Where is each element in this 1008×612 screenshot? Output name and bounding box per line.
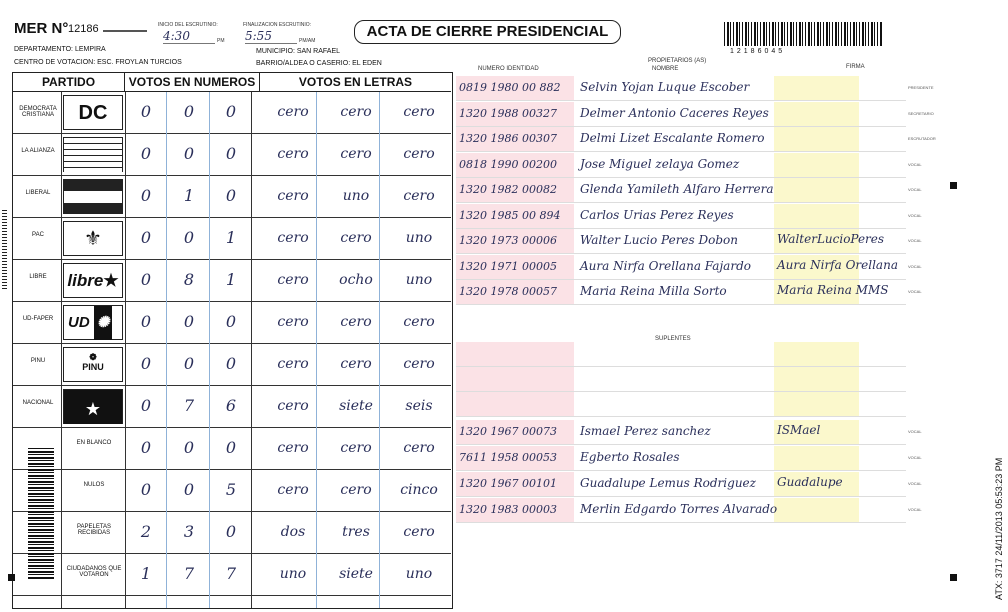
side-marks bbox=[2, 210, 7, 290]
official-name: Egberto Rosales bbox=[580, 450, 680, 464]
cargo-label: SECRETARIO bbox=[908, 110, 934, 116]
signature-box bbox=[774, 498, 859, 522]
centro-row bbox=[14, 59, 182, 66]
signature-box bbox=[774, 204, 859, 228]
vote-word: cero bbox=[277, 104, 309, 120]
vote-digit: 0 bbox=[225, 438, 237, 457]
hdr-suplentes: SUPLENTES bbox=[655, 336, 691, 342]
table-row bbox=[13, 470, 451, 512]
official-row bbox=[456, 204, 922, 229]
party-logo bbox=[63, 221, 123, 256]
cargo-label: VOCAL bbox=[908, 481, 922, 486]
centro-label: CENTRO DE VOTACION: bbox=[14, 59, 96, 66]
logo-part bbox=[64, 138, 122, 172]
id-number: 1320 1967 00073 bbox=[459, 425, 557, 438]
official-name: Aura Nirfa Orellana Fajardo bbox=[580, 258, 751, 273]
vote-word: cero bbox=[277, 356, 309, 372]
vote-word: cero bbox=[340, 314, 372, 330]
signature: ISMael bbox=[777, 423, 821, 437]
vote-word: uno bbox=[279, 566, 307, 582]
vote-digit: 5 bbox=[225, 480, 237, 499]
logo-part: ★ bbox=[64, 390, 122, 424]
official-name: Glenda Yamileth Alfaro Herrera bbox=[580, 182, 774, 196]
vote-digit: 7 bbox=[183, 564, 195, 583]
vote-word: cero bbox=[403, 440, 435, 456]
vote-word: cero bbox=[403, 104, 435, 120]
logo-part bbox=[64, 203, 122, 214]
official-row bbox=[456, 498, 922, 523]
official-name: Walter Lucio Peres Dobon bbox=[580, 233, 738, 247]
side-stamp: ATX: 3717 24/11/2013 05:53:23 PM bbox=[994, 457, 1004, 600]
vote-digit: 0 bbox=[183, 354, 195, 373]
vote-digit: 1 bbox=[140, 564, 152, 583]
table-row bbox=[13, 92, 451, 134]
signature-box bbox=[774, 153, 859, 177]
centro-value: ESC. FROYLAN TURCIOS bbox=[97, 59, 182, 66]
party-name: NACIONAL bbox=[22, 400, 54, 406]
vote-word: cero bbox=[403, 314, 435, 330]
signature: Guadalupe bbox=[777, 475, 843, 489]
id-number: 0819 1980 00 882 bbox=[459, 81, 561, 94]
logo-part: ⚜ bbox=[84, 228, 102, 250]
mer-label: MER N° bbox=[14, 20, 69, 37]
vote-digit: 0 bbox=[225, 102, 237, 121]
vote-digit: 1 bbox=[225, 228, 237, 247]
barcode-number: 12186045 bbox=[730, 48, 786, 55]
vote-word: cero bbox=[277, 272, 309, 288]
official-row bbox=[456, 102, 934, 127]
vote-digit: 0 bbox=[140, 270, 152, 289]
vote-word: cero bbox=[403, 188, 435, 204]
signature-box bbox=[774, 342, 859, 366]
vote-word: uno bbox=[405, 566, 433, 582]
party-name: PAPELETAS RECIBIDAS bbox=[76, 524, 112, 536]
top-barcode bbox=[724, 22, 882, 46]
id-number: 1320 1973 00006 bbox=[459, 234, 557, 247]
vote-word: cero bbox=[277, 188, 309, 204]
vote-word: cero bbox=[403, 356, 435, 372]
vote-digit: 0 bbox=[183, 480, 195, 499]
vote-word: uno bbox=[405, 272, 433, 288]
party-name: PINU bbox=[30, 358, 46, 364]
vote-digit: 0 bbox=[183, 102, 195, 121]
inicio-time: 4:30 bbox=[163, 29, 215, 44]
barrio-row bbox=[256, 60, 382, 67]
cargo-label: VOCAL bbox=[908, 212, 922, 218]
table-row bbox=[13, 302, 451, 344]
signature: WalterLucioPeres bbox=[777, 232, 885, 246]
vote-digit: 0 bbox=[183, 228, 195, 247]
corner-mark bbox=[950, 574, 957, 581]
party-logo bbox=[63, 95, 123, 130]
cargo-label: VOCAL bbox=[908, 455, 922, 460]
table-row bbox=[13, 554, 451, 596]
party-name: PAC bbox=[32, 232, 44, 238]
votes-table bbox=[12, 72, 453, 609]
vote-digit: 0 bbox=[140, 354, 152, 373]
party-name: LIBRE bbox=[29, 274, 47, 280]
cargo-label: VOCAL bbox=[908, 263, 922, 269]
vote-word: cero bbox=[403, 524, 435, 540]
id-number: 1320 1985 00 894 bbox=[459, 208, 561, 222]
cargo-label: VOCAL bbox=[908, 507, 922, 512]
municipio-label: MUNICIPIO: bbox=[256, 48, 295, 55]
vote-word: siete bbox=[339, 566, 373, 582]
official-name: Selvin Yojan Luque Escober bbox=[580, 80, 750, 94]
side-barcode bbox=[28, 448, 54, 580]
table-row bbox=[13, 344, 451, 386]
vote-digit: 0 bbox=[140, 228, 152, 247]
header-letras: VOTOS EN LETRAS bbox=[260, 73, 451, 92]
column-divider bbox=[209, 92, 210, 608]
vote-word: uno bbox=[342, 188, 370, 204]
logo-part: ★ bbox=[103, 271, 119, 290]
vote-word: cinco bbox=[400, 482, 438, 498]
id-number: 1320 1982 00082 bbox=[459, 183, 557, 196]
vote-digit: 6 bbox=[225, 396, 237, 415]
final-label: FINALIZACION ESCRUTINIO: bbox=[243, 22, 312, 28]
id-number: 1320 1988 00327 bbox=[459, 106, 557, 120]
cargo-label: VOCAL bbox=[908, 238, 922, 243]
logo-part bbox=[64, 180, 122, 191]
official-name: Ismael Perez sanchez bbox=[580, 424, 711, 438]
vote-word: dos bbox=[280, 524, 306, 540]
official-name: Carlos Urias Perez Reyes bbox=[580, 207, 734, 222]
logo-part bbox=[64, 191, 122, 203]
corner-mark bbox=[950, 182, 957, 189]
party-logo bbox=[63, 347, 123, 382]
tse-logo bbox=[103, 24, 147, 32]
signature-box bbox=[774, 392, 859, 416]
vote-word: ocho bbox=[339, 272, 373, 288]
column-divider bbox=[166, 92, 167, 608]
signature-box bbox=[774, 102, 859, 126]
party-name: UD-FAPER bbox=[22, 316, 54, 322]
vote-digit: 3 bbox=[183, 522, 195, 541]
id-number: 0818 1990 00200 bbox=[459, 157, 557, 171]
empty-row bbox=[456, 342, 906, 367]
official-row bbox=[456, 127, 936, 152]
cargo-label: VOCAL bbox=[908, 161, 922, 167]
id-number: 1320 1978 00057 bbox=[459, 285, 557, 298]
vote-digit: 0 bbox=[140, 438, 152, 457]
official-row bbox=[456, 153, 922, 178]
cargo-label: ESCRUTADOR bbox=[908, 136, 936, 141]
vote-word: cero bbox=[340, 104, 372, 120]
header-numeros: VOTOS EN NUMEROS bbox=[125, 73, 260, 92]
vote-word: cero bbox=[340, 440, 372, 456]
inicio-pm: PM bbox=[217, 38, 225, 44]
official-name: Guadalupe Lemus Rodriguez bbox=[580, 476, 756, 490]
party-name: LA ALIANZA bbox=[21, 148, 55, 154]
vote-digit: 0 bbox=[140, 102, 152, 121]
vote-digit: 0 bbox=[140, 186, 152, 205]
vote-digit: 0 bbox=[225, 354, 237, 373]
vote-word: siete bbox=[339, 398, 373, 414]
hdr-firma: FIRMA bbox=[846, 64, 865, 70]
column-divider bbox=[316, 92, 317, 608]
vote-digit: 0 bbox=[225, 186, 237, 205]
official-row bbox=[456, 178, 922, 203]
id-number: 7611 1958 00053 bbox=[459, 451, 557, 464]
column-divider bbox=[251, 92, 252, 608]
vote-word: cero bbox=[340, 146, 372, 162]
vote-word: tres bbox=[342, 524, 370, 540]
header-partido: PARTIDO bbox=[13, 73, 125, 92]
official-name: Delmi Lizet Escalante Romero bbox=[580, 131, 765, 145]
column-divider bbox=[61, 92, 62, 608]
vote-digit: 0 bbox=[183, 144, 195, 163]
municipio-row bbox=[256, 48, 340, 55]
logo-part: ❁ PINU bbox=[82, 352, 104, 372]
table-row bbox=[13, 428, 451, 470]
vote-word: seis bbox=[405, 398, 433, 414]
cargo-label: VOCAL bbox=[908, 429, 922, 434]
barrio-value: EL EDEN bbox=[352, 60, 382, 67]
signature: Maria Reina MMS bbox=[777, 283, 889, 297]
vote-word: cero bbox=[340, 482, 372, 498]
empty-row bbox=[456, 392, 906, 417]
official-row bbox=[456, 255, 922, 280]
cargo-label: VOCAL bbox=[908, 289, 922, 294]
signature: Aura Nirfa Orellana bbox=[777, 257, 898, 272]
vote-digit: 1 bbox=[225, 270, 237, 289]
signature-box bbox=[774, 178, 859, 202]
logo-part: DC bbox=[78, 102, 108, 124]
empty-row bbox=[456, 367, 906, 392]
party-name: NULOS bbox=[83, 482, 105, 488]
vote-word: cero bbox=[403, 146, 435, 162]
document-title: ACTA DE CIERRE PRESIDENCIAL bbox=[354, 20, 621, 44]
signature-box bbox=[774, 446, 859, 470]
inicio-label: INICIO DEL ESCRUTINIO: bbox=[158, 22, 218, 28]
logo-part: UD ✺ bbox=[64, 306, 122, 340]
official-row bbox=[456, 229, 922, 254]
vote-word: cero bbox=[277, 146, 309, 162]
vote-digit: 0 bbox=[225, 144, 237, 163]
vote-digit: 1 bbox=[183, 186, 195, 205]
vote-digit: 7 bbox=[225, 564, 237, 583]
party-logo bbox=[63, 179, 123, 214]
vote-word: cero bbox=[277, 230, 309, 246]
municipio-value: SAN RAFAEL bbox=[296, 48, 341, 55]
vote-word: cero bbox=[277, 440, 309, 456]
vote-digit: 0 bbox=[183, 438, 195, 457]
table-row bbox=[13, 176, 451, 218]
vote-digit: 0 bbox=[225, 312, 237, 331]
vote-word: cero bbox=[277, 314, 309, 330]
party-name: DEMOCRATA CRISTIANA bbox=[19, 106, 57, 118]
table-row bbox=[13, 386, 451, 428]
vote-digit: 0 bbox=[140, 144, 152, 163]
party-logo bbox=[63, 137, 123, 172]
departamento-label: DEPARTAMENTO: bbox=[14, 46, 73, 53]
vote-digit: 0 bbox=[183, 312, 195, 331]
official-row bbox=[456, 76, 934, 101]
departamento-value: LEMPIRA bbox=[74, 46, 106, 53]
departamento-row bbox=[14, 46, 106, 53]
hdr-propietarios: PROPIETARIOS (AS) bbox=[648, 58, 707, 64]
vote-digit: 2 bbox=[140, 522, 152, 541]
vote-digit: 7 bbox=[183, 396, 195, 415]
logo-part: libre★ bbox=[67, 271, 119, 290]
signature-box bbox=[774, 76, 859, 100]
signature-box bbox=[774, 127, 859, 151]
official-row bbox=[456, 472, 922, 497]
vote-word: cero bbox=[277, 482, 309, 498]
party-name: EN BLANCO bbox=[76, 440, 112, 446]
column-divider bbox=[125, 92, 126, 608]
official-name: Maria Reina Milla Sorto bbox=[580, 284, 727, 298]
id-box bbox=[456, 367, 574, 391]
official-name: Jose Miguel zelaya Gomez bbox=[580, 156, 740, 171]
id-number: 1320 1967 00101 bbox=[459, 477, 557, 490]
vote-word: cero bbox=[340, 230, 372, 246]
column-divider bbox=[379, 92, 380, 608]
table-row bbox=[13, 512, 451, 554]
cargo-label: PRESIDENTE bbox=[908, 85, 934, 90]
official-row bbox=[456, 280, 922, 305]
hdr-identidad: NUMERO IDENTIDAD bbox=[478, 66, 539, 72]
barrio-label: BARRIO/ALDEA O CASERIO: bbox=[256, 60, 351, 67]
official-name: Merlin Edgardo Torres Alvarado bbox=[580, 502, 778, 516]
official-row bbox=[456, 446, 922, 471]
party-name: CIUDADANOS QUE VOTARON bbox=[66, 566, 122, 578]
vote-word: cero bbox=[277, 398, 309, 414]
hdr-nombre: NOMBRE bbox=[652, 66, 679, 72]
id-number: 1320 1983 00003 bbox=[459, 503, 557, 516]
table-row bbox=[13, 218, 451, 260]
vote-word: cero bbox=[340, 356, 372, 372]
logo-part: ✺ bbox=[94, 306, 113, 340]
final-pm: PM/AM bbox=[299, 38, 316, 44]
id-box bbox=[456, 342, 574, 366]
vote-digit: 0 bbox=[140, 312, 152, 331]
mer-number: 12186 bbox=[68, 23, 99, 35]
id-box bbox=[456, 392, 574, 416]
vote-word: uno bbox=[405, 230, 433, 246]
party-logo bbox=[63, 305, 123, 340]
vote-digit: 0 bbox=[225, 522, 237, 541]
id-number: 1320 1986 00307 bbox=[459, 132, 557, 145]
official-name: Delmer Antonio Caceres Reyes bbox=[580, 105, 769, 120]
official-row bbox=[456, 420, 922, 445]
final-time: 5:55 bbox=[245, 29, 297, 44]
cargo-label: VOCAL bbox=[908, 187, 922, 192]
party-name: LIBERAL bbox=[25, 190, 51, 196]
vote-digit: 8 bbox=[183, 270, 195, 289]
party-logo bbox=[63, 389, 123, 424]
table-row bbox=[13, 134, 451, 176]
vote-digit: 0 bbox=[140, 480, 152, 499]
corner-mark bbox=[8, 574, 15, 581]
vote-digit: 0 bbox=[140, 396, 152, 415]
table-row bbox=[13, 260, 451, 302]
signature-box bbox=[774, 367, 859, 391]
party-logo bbox=[63, 263, 123, 298]
id-number: 1320 1971 00005 bbox=[459, 259, 557, 273]
